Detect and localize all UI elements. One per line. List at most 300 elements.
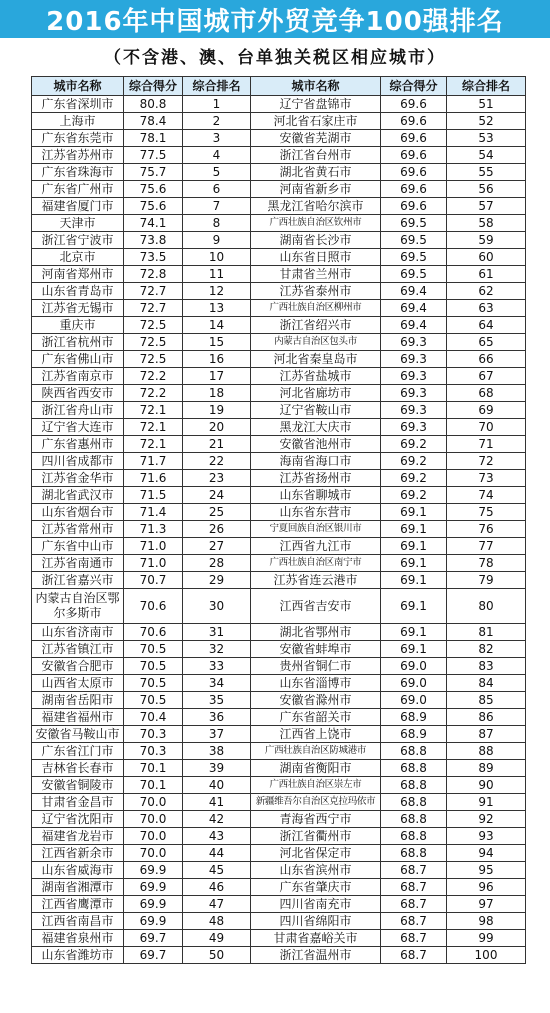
table-row xyxy=(32,113,526,130)
rank-left: 2 xyxy=(183,113,251,130)
rank-right: 67 xyxy=(447,368,526,385)
score-right: 69.2 xyxy=(381,453,447,470)
rank-left: 19 xyxy=(183,402,251,419)
rank-left: 10 xyxy=(183,249,251,266)
score-right: 69.2 xyxy=(381,487,447,504)
score-right: 69.1 xyxy=(381,624,447,641)
city-right: 四川省绵阳市 xyxy=(251,913,381,930)
table-row xyxy=(32,249,526,266)
city-right: 广西壮族自治区钦州市 xyxy=(251,215,381,232)
score-right: 68.9 xyxy=(381,709,447,726)
rank-right: 92 xyxy=(447,811,526,828)
city-left: 浙江省舟山市 xyxy=(32,402,124,419)
city-left: 山西省太原市 xyxy=(32,675,124,692)
city-right: 江苏省泰州市 xyxy=(251,283,381,300)
score-left: 72.5 xyxy=(124,317,183,334)
score-left: 71.0 xyxy=(124,538,183,555)
rank-left: 6 xyxy=(183,181,251,198)
rank-left: 31 xyxy=(183,624,251,641)
rank-right: 82 xyxy=(447,641,526,658)
city-right: 浙江省温州市 xyxy=(251,947,381,964)
score-right: 69.6 xyxy=(381,181,447,198)
rank-right: 93 xyxy=(447,828,526,845)
score-left: 70.5 xyxy=(124,675,183,692)
city-right: 广东省肇庆市 xyxy=(251,879,381,896)
table-row xyxy=(32,521,526,538)
rank-left: 40 xyxy=(183,777,251,794)
city-right: 河北省石家庄市 xyxy=(251,113,381,130)
city-right: 河北省廊坊市 xyxy=(251,385,381,402)
city-left: 山东省潍坊市 xyxy=(32,947,124,964)
table-row xyxy=(32,845,526,862)
score-right: 68.9 xyxy=(381,726,447,743)
city-right: 辽宁省盘锦市 xyxy=(251,96,381,113)
city-left: 河南省郑州市 xyxy=(32,266,124,283)
city-right: 辽宁省鞍山市 xyxy=(251,402,381,419)
city-left: 湖北省武汉市 xyxy=(32,487,124,504)
rank-left: 15 xyxy=(183,334,251,351)
city-right: 河北省秦皇岛市 xyxy=(251,351,381,368)
city-left: 江西省鹰潭市 xyxy=(32,896,124,913)
city-left: 湖南省岳阳市 xyxy=(32,692,124,709)
table-row xyxy=(32,828,526,845)
rank-right: 72 xyxy=(447,453,526,470)
score-left: 77.5 xyxy=(124,147,183,164)
score-left: 70.5 xyxy=(124,658,183,675)
table-row xyxy=(32,794,526,811)
table-row xyxy=(32,726,526,743)
page-title: 2016年中国城市外贸竞争100强排名 xyxy=(46,6,504,37)
rank-left: 12 xyxy=(183,283,251,300)
score-right: 69.3 xyxy=(381,368,447,385)
table-row xyxy=(32,130,526,147)
score-left: 69.9 xyxy=(124,879,183,896)
score-left: 70.0 xyxy=(124,794,183,811)
city-left: 江苏省南京市 xyxy=(32,368,124,385)
score-left: 72.1 xyxy=(124,419,183,436)
score-right: 69.0 xyxy=(381,675,447,692)
city-right: 浙江省衢州市 xyxy=(251,828,381,845)
table-row xyxy=(32,164,526,181)
rank-right: 54 xyxy=(447,147,526,164)
rank-left: 1 xyxy=(183,96,251,113)
table-row xyxy=(32,470,526,487)
score-left: 70.0 xyxy=(124,828,183,845)
city-left: 辽宁省大连市 xyxy=(32,419,124,436)
rank-left: 27 xyxy=(183,538,251,555)
rank-right: 68 xyxy=(447,385,526,402)
rank-left: 17 xyxy=(183,368,251,385)
rank-left: 21 xyxy=(183,436,251,453)
rank-right: 74 xyxy=(447,487,526,504)
table-row xyxy=(32,198,526,215)
rank-right: 99 xyxy=(447,930,526,947)
rank-left: 39 xyxy=(183,760,251,777)
table-row xyxy=(32,147,526,164)
table-row xyxy=(32,402,526,419)
city-right: 广西壮族自治区防城港市 xyxy=(251,743,381,760)
city-right: 江苏省盐城市 xyxy=(251,368,381,385)
score-right: 69.1 xyxy=(381,572,447,589)
city-right: 安徽省池州市 xyxy=(251,436,381,453)
table-row xyxy=(32,641,526,658)
score-left: 69.7 xyxy=(124,947,183,964)
rank-right: 58 xyxy=(447,215,526,232)
table-row xyxy=(32,538,526,555)
table-header-row xyxy=(32,77,526,96)
rank-right: 81 xyxy=(447,624,526,641)
table-body xyxy=(32,96,526,964)
city-left: 内蒙古自治区鄂尔多斯市 xyxy=(32,589,124,624)
city-right: 广西壮族自治区南宁市 xyxy=(251,555,381,572)
city-left: 湖南省湘潭市 xyxy=(32,879,124,896)
rank-left: 41 xyxy=(183,794,251,811)
city-left: 四川省成都市 xyxy=(32,453,124,470)
rank-left: 20 xyxy=(183,419,251,436)
header-city-left: 城市名称 xyxy=(32,77,124,96)
city-right: 内蒙古自治区包头市 xyxy=(251,334,381,351)
table-row xyxy=(32,947,526,964)
city-right: 黑龙江大庆市 xyxy=(251,419,381,436)
rank-left: 42 xyxy=(183,811,251,828)
rank-right: 57 xyxy=(447,198,526,215)
score-right: 69.4 xyxy=(381,317,447,334)
score-right: 69.6 xyxy=(381,113,447,130)
title-banner xyxy=(0,0,550,38)
score-right: 68.8 xyxy=(381,828,447,845)
rank-left: 43 xyxy=(183,828,251,845)
table-row xyxy=(32,232,526,249)
table-row xyxy=(32,385,526,402)
score-left: 75.6 xyxy=(124,181,183,198)
city-left: 浙江省宁波市 xyxy=(32,232,124,249)
rank-right: 59 xyxy=(447,232,526,249)
table-row xyxy=(32,96,526,113)
table-row xyxy=(32,504,526,521)
score-right: 69.1 xyxy=(381,589,447,624)
rank-right: 94 xyxy=(447,845,526,862)
rank-left: 18 xyxy=(183,385,251,402)
table-row xyxy=(32,862,526,879)
city-left: 广东省广州市 xyxy=(32,181,124,198)
city-right: 河北省保定市 xyxy=(251,845,381,862)
header-rank-right: 综合排名 xyxy=(447,77,526,96)
table-row xyxy=(32,896,526,913)
rank-left: 23 xyxy=(183,470,251,487)
score-right: 69.5 xyxy=(381,232,447,249)
score-right: 69.5 xyxy=(381,266,447,283)
score-left: 72.2 xyxy=(124,368,183,385)
score-right: 69.4 xyxy=(381,300,447,317)
rank-left: 16 xyxy=(183,351,251,368)
score-left: 71.0 xyxy=(124,555,183,572)
city-left: 山东省济南市 xyxy=(32,624,124,641)
rank-left: 33 xyxy=(183,658,251,675)
rank-right: 60 xyxy=(447,249,526,266)
rank-right: 65 xyxy=(447,334,526,351)
score-left: 70.4 xyxy=(124,709,183,726)
rank-right: 56 xyxy=(447,181,526,198)
rank-right: 88 xyxy=(447,743,526,760)
score-right: 69.0 xyxy=(381,658,447,675)
city-left: 广东省东莞市 xyxy=(32,130,124,147)
score-left: 70.7 xyxy=(124,572,183,589)
rank-right: 85 xyxy=(447,692,526,709)
rank-right: 97 xyxy=(447,896,526,913)
rank-right: 66 xyxy=(447,351,526,368)
city-left: 江苏省金华市 xyxy=(32,470,124,487)
score-right: 69.6 xyxy=(381,147,447,164)
score-right: 69.5 xyxy=(381,215,447,232)
city-left: 安徽省马鞍山市 xyxy=(32,726,124,743)
city-right: 广西壮族自治区柳州市 xyxy=(251,300,381,317)
score-left: 78.4 xyxy=(124,113,183,130)
rank-left: 49 xyxy=(183,930,251,947)
table-row xyxy=(32,300,526,317)
rank-left: 13 xyxy=(183,300,251,317)
rank-right: 79 xyxy=(447,572,526,589)
city-right: 宁夏回族自治区银川市 xyxy=(251,521,381,538)
score-left: 70.1 xyxy=(124,760,183,777)
city-right: 江西省吉安市 xyxy=(251,589,381,624)
score-left: 73.8 xyxy=(124,232,183,249)
rank-right: 89 xyxy=(447,760,526,777)
city-right: 广西壮族自治区崇左市 xyxy=(251,777,381,794)
score-right: 68.7 xyxy=(381,879,447,896)
header-city-right: 城市名称 xyxy=(251,77,381,96)
city-right: 湖南省长沙市 xyxy=(251,232,381,249)
score-right: 69.2 xyxy=(381,436,447,453)
rank-right: 86 xyxy=(447,709,526,726)
table-row xyxy=(32,419,526,436)
table-row xyxy=(32,181,526,198)
city-right: 山东省滨州市 xyxy=(251,862,381,879)
city-left: 福建省泉州市 xyxy=(32,930,124,947)
table-row xyxy=(32,334,526,351)
score-left: 69.9 xyxy=(124,896,183,913)
rank-left: 11 xyxy=(183,266,251,283)
score-right: 69.6 xyxy=(381,130,447,147)
city-right: 山东省日照市 xyxy=(251,249,381,266)
city-left: 辽宁省沈阳市 xyxy=(32,811,124,828)
city-left: 广东省江门市 xyxy=(32,743,124,760)
rank-right: 71 xyxy=(447,436,526,453)
city-left: 广东省珠海市 xyxy=(32,164,124,181)
score-left: 72.1 xyxy=(124,436,183,453)
city-left: 广东省佛山市 xyxy=(32,351,124,368)
city-right: 山东省东营市 xyxy=(251,504,381,521)
page-subtitle: （不含港、澳、台单独关税区相应城市） xyxy=(104,47,446,68)
rank-left: 32 xyxy=(183,641,251,658)
city-right: 四川省南充市 xyxy=(251,896,381,913)
city-right: 浙江省绍兴市 xyxy=(251,317,381,334)
rank-right: 55 xyxy=(447,164,526,181)
rank-right: 98 xyxy=(447,913,526,930)
table-row xyxy=(32,368,526,385)
city-left: 浙江省杭州市 xyxy=(32,334,124,351)
rank-left: 45 xyxy=(183,862,251,879)
city-left: 江西省新余市 xyxy=(32,845,124,862)
score-left: 75.7 xyxy=(124,164,183,181)
score-right: 69.1 xyxy=(381,504,447,521)
rank-left: 25 xyxy=(183,504,251,521)
table-row xyxy=(32,572,526,589)
rank-right: 84 xyxy=(447,675,526,692)
score-right: 68.8 xyxy=(381,811,447,828)
score-right: 68.7 xyxy=(381,896,447,913)
score-left: 71.7 xyxy=(124,453,183,470)
rank-left: 14 xyxy=(183,317,251,334)
rank-left: 38 xyxy=(183,743,251,760)
city-left: 安徽省铜陵市 xyxy=(32,777,124,794)
rank-right: 83 xyxy=(447,658,526,675)
table-row xyxy=(32,555,526,572)
score-right: 69.0 xyxy=(381,692,447,709)
score-left: 69.9 xyxy=(124,862,183,879)
score-right: 69.1 xyxy=(381,641,447,658)
rank-left: 46 xyxy=(183,879,251,896)
table-row xyxy=(32,317,526,334)
table-row xyxy=(32,624,526,641)
rank-left: 26 xyxy=(183,521,251,538)
rank-right: 80 xyxy=(447,589,526,624)
city-right: 河南省新乡市 xyxy=(251,181,381,198)
score-left: 72.1 xyxy=(124,402,183,419)
city-left: 吉林省长春市 xyxy=(32,760,124,777)
table-row xyxy=(32,658,526,675)
score-right: 69.3 xyxy=(381,385,447,402)
city-left: 江苏省南通市 xyxy=(32,555,124,572)
city-right: 安徽省滁州市 xyxy=(251,692,381,709)
table-row xyxy=(32,913,526,930)
rank-right: 77 xyxy=(447,538,526,555)
table-row xyxy=(32,692,526,709)
score-left: 80.8 xyxy=(124,96,183,113)
score-left: 70.5 xyxy=(124,692,183,709)
city-right: 广东省韶关市 xyxy=(251,709,381,726)
score-left: 70.0 xyxy=(124,811,183,828)
table-row xyxy=(32,487,526,504)
city-right: 海南省海口市 xyxy=(251,453,381,470)
city-right: 江西省九江市 xyxy=(251,538,381,555)
table-row xyxy=(32,266,526,283)
score-right: 69.1 xyxy=(381,555,447,572)
header-score-left: 综合得分 xyxy=(124,77,183,96)
score-right: 68.8 xyxy=(381,845,447,862)
city-right: 安徽省芜湖市 xyxy=(251,130,381,147)
table-row xyxy=(32,675,526,692)
score-left: 73.5 xyxy=(124,249,183,266)
score-right: 69.3 xyxy=(381,419,447,436)
score-right: 69.6 xyxy=(381,164,447,181)
city-left: 山东省威海市 xyxy=(32,862,124,879)
score-left: 72.7 xyxy=(124,300,183,317)
city-left: 广东省中山市 xyxy=(32,538,124,555)
score-left: 72.5 xyxy=(124,351,183,368)
table-row xyxy=(32,436,526,453)
rank-right: 76 xyxy=(447,521,526,538)
table-row xyxy=(32,709,526,726)
city-left: 山东省青岛市 xyxy=(32,283,124,300)
rank-right: 63 xyxy=(447,300,526,317)
score-left: 71.3 xyxy=(124,521,183,538)
score-left: 70.3 xyxy=(124,726,183,743)
score-left: 71.4 xyxy=(124,504,183,521)
rank-right: 62 xyxy=(447,283,526,300)
score-left: 78.1 xyxy=(124,130,183,147)
city-left: 山东省烟台市 xyxy=(32,504,124,521)
rank-right: 75 xyxy=(447,504,526,521)
score-right: 69.6 xyxy=(381,96,447,113)
rank-left: 8 xyxy=(183,215,251,232)
score-left: 69.9 xyxy=(124,913,183,930)
table-row xyxy=(32,930,526,947)
city-right: 甘肃省兰州市 xyxy=(251,266,381,283)
city-left: 江苏省镇江市 xyxy=(32,641,124,658)
score-left: 70.0 xyxy=(124,845,183,862)
rank-right: 78 xyxy=(447,555,526,572)
score-right: 69.2 xyxy=(381,470,447,487)
score-right: 69.1 xyxy=(381,521,447,538)
rank-left: 22 xyxy=(183,453,251,470)
rank-left: 48 xyxy=(183,913,251,930)
score-right: 68.7 xyxy=(381,930,447,947)
city-right: 江西省上饶市 xyxy=(251,726,381,743)
city-right: 山东省聊城市 xyxy=(251,487,381,504)
rank-left: 37 xyxy=(183,726,251,743)
score-right: 69.4 xyxy=(381,283,447,300)
city-right: 新疆维吾尔自治区克拉玛依市 xyxy=(251,794,381,811)
score-right: 69.3 xyxy=(381,351,447,368)
rank-left: 44 xyxy=(183,845,251,862)
rank-right: 51 xyxy=(447,96,526,113)
city-left: 上海市 xyxy=(32,113,124,130)
city-left: 天津市 xyxy=(32,215,124,232)
score-right: 68.8 xyxy=(381,760,447,777)
city-left: 重庆市 xyxy=(32,317,124,334)
rank-left: 29 xyxy=(183,572,251,589)
rank-left: 5 xyxy=(183,164,251,181)
score-right: 68.7 xyxy=(381,862,447,879)
score-right: 69.1 xyxy=(381,538,447,555)
table-row xyxy=(32,743,526,760)
score-left: 71.6 xyxy=(124,470,183,487)
city-left: 浙江省嘉兴市 xyxy=(32,572,124,589)
city-left: 北京市 xyxy=(32,249,124,266)
city-right: 青海省西宁市 xyxy=(251,811,381,828)
score-right: 69.3 xyxy=(381,334,447,351)
rank-left: 28 xyxy=(183,555,251,572)
city-left: 江西省南昌市 xyxy=(32,913,124,930)
rank-left: 7 xyxy=(183,198,251,215)
rank-right: 53 xyxy=(447,130,526,147)
table-row xyxy=(32,589,526,624)
score-left: 72.7 xyxy=(124,283,183,300)
score-right: 69.3 xyxy=(381,402,447,419)
score-left: 72.8 xyxy=(124,266,183,283)
rank-right: 64 xyxy=(447,317,526,334)
city-right: 安徽省蚌埠市 xyxy=(251,641,381,658)
city-left: 江苏省无锡市 xyxy=(32,300,124,317)
score-right: 68.7 xyxy=(381,947,447,964)
rank-right: 95 xyxy=(447,862,526,879)
score-left: 72.2 xyxy=(124,385,183,402)
score-left: 70.6 xyxy=(124,624,183,641)
city-left: 福建省龙岩市 xyxy=(32,828,124,845)
rank-left: 36 xyxy=(183,709,251,726)
rank-right: 61 xyxy=(447,266,526,283)
score-left: 70.6 xyxy=(124,589,183,624)
